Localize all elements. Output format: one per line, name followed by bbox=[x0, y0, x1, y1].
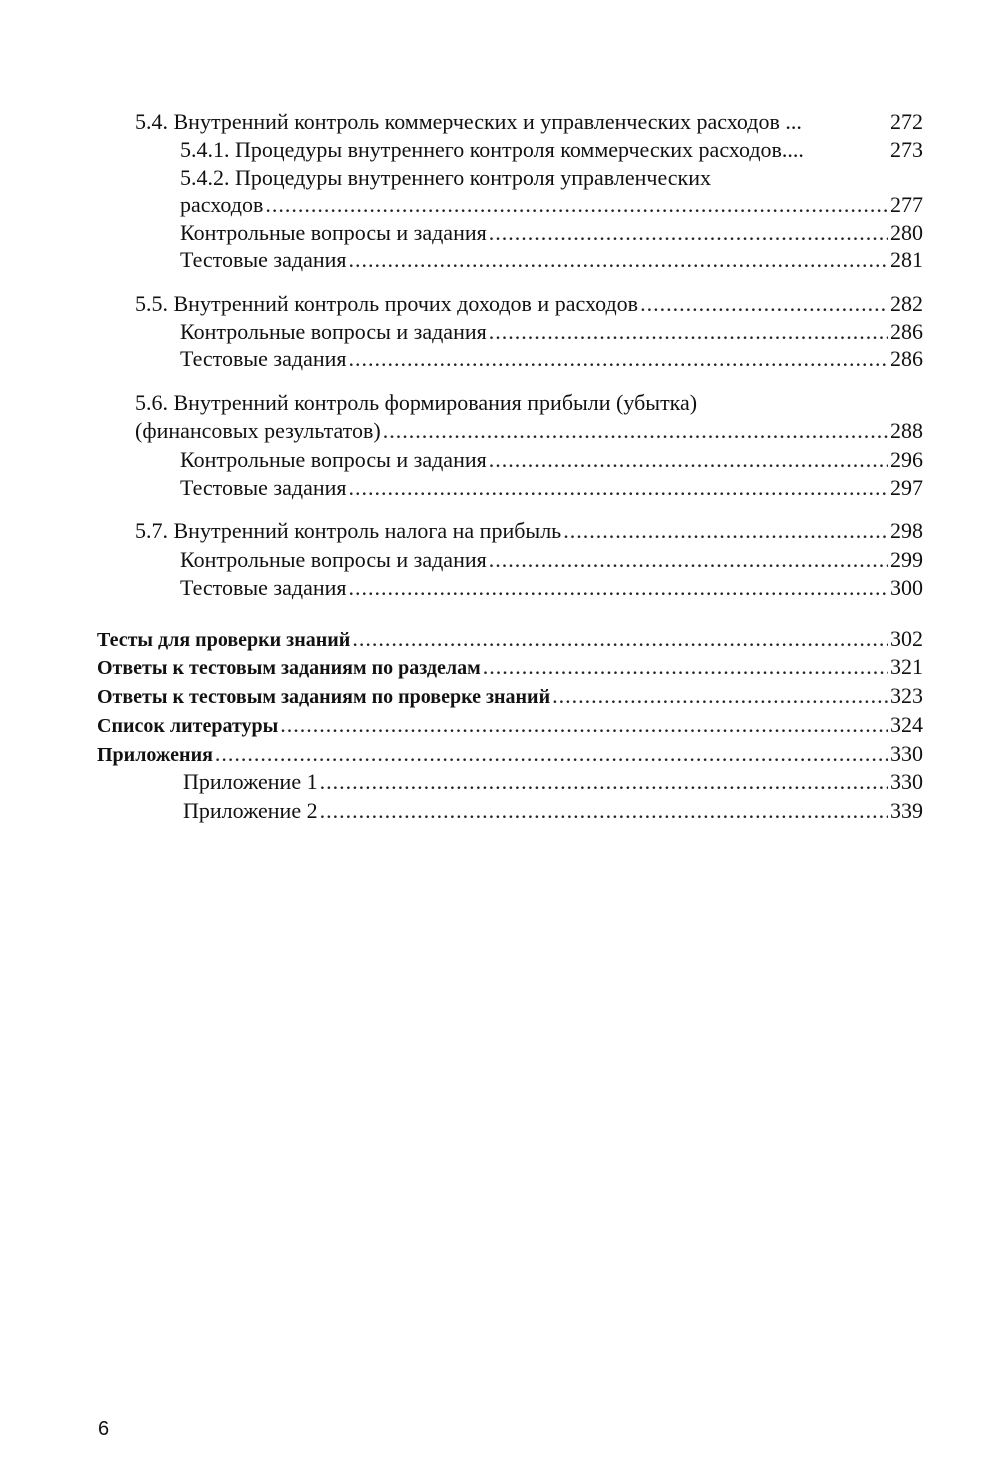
dot-leader bbox=[563, 517, 888, 545]
toc-entry-title: Приложение 1 bbox=[183, 769, 318, 794]
toc-entry[interactable] bbox=[180, 136, 923, 164]
toc-entry[interactable] bbox=[97, 653, 923, 682]
toc-entry-title: 5.5. Внутренний контроль прочих доходов и расходов bbox=[135, 291, 639, 316]
toc-entry-title: Тестовые задания bbox=[180, 475, 347, 500]
toc-entry-title: 5.4. Внутренний контроль коммерческих и управленческих расходов ... bbox=[135, 109, 802, 134]
dot-leader bbox=[215, 740, 888, 768]
toc-entry-title: Ответы к тестовым заданиям по проверке знаний bbox=[97, 686, 551, 708]
dot-leader bbox=[352, 625, 888, 653]
toc-entry[interactable] bbox=[180, 574, 923, 602]
toc-entry[interactable] bbox=[180, 191, 923, 219]
toc-entry[interactable] bbox=[183, 797, 923, 825]
dot-leader bbox=[349, 474, 888, 502]
toc-entry[interactable] bbox=[135, 108, 923, 136]
toc-entry[interactable] bbox=[135, 290, 923, 318]
toc-entry[interactable] bbox=[180, 345, 923, 373]
toc-entry[interactable] bbox=[180, 219, 923, 247]
toc-entry-title: 5.7. Внутренний контроль налога на прибыль bbox=[135, 518, 562, 543]
toc-entry[interactable] bbox=[183, 768, 923, 796]
toc-entry-page: 330 bbox=[890, 741, 923, 766]
toc-entry-title-line: 5.4.2. Процедуры внутреннего контроля управленческих bbox=[180, 165, 711, 190]
toc-entry-page: 324 bbox=[890, 712, 923, 737]
dot-leader bbox=[552, 682, 888, 710]
toc-entry[interactable] bbox=[180, 546, 923, 574]
toc-entry-page: 297 bbox=[890, 475, 923, 500]
toc-entry[interactable] bbox=[97, 682, 923, 711]
toc-entry-title: Ответы к тестовым заданиям по разделам bbox=[97, 657, 481, 679]
toc-entry-page: 298 bbox=[890, 518, 923, 543]
dot-leader bbox=[349, 345, 888, 373]
page-number: 6 bbox=[98, 1418, 110, 1440]
toc-entry[interactable] bbox=[97, 711, 923, 740]
dot-leader bbox=[483, 653, 888, 681]
dot-leader bbox=[320, 768, 888, 796]
dot-leader bbox=[489, 546, 888, 574]
toc-entry-title: Приложения bbox=[97, 744, 213, 766]
toc-entry-title: Контрольные вопросы и задания bbox=[180, 447, 487, 472]
toc-entry-page: 296 bbox=[890, 447, 923, 472]
toc-entry-title: Контрольные вопросы и задания bbox=[180, 319, 487, 344]
dot-leader bbox=[349, 574, 888, 602]
toc-entry[interactable] bbox=[97, 740, 923, 769]
dot-leader bbox=[489, 219, 888, 247]
toc-entry[interactable] bbox=[180, 474, 923, 502]
toc-entry[interactable] bbox=[135, 417, 923, 445]
toc-entry-title: Приложение 2 bbox=[183, 798, 318, 823]
toc-entry-title: Контрольные вопросы и задания bbox=[180, 220, 487, 245]
toc-entry[interactable] bbox=[180, 318, 923, 346]
toc-entry-page: 286 bbox=[890, 319, 923, 344]
toc-entry-title: Тестовые задания bbox=[180, 575, 347, 600]
dot-leader bbox=[349, 246, 888, 274]
toc-entry-title: Контрольные вопросы и задания bbox=[180, 547, 487, 572]
toc-entry-title-line: 5.6. Внутренний контроль формирования прибыли (убытка) bbox=[135, 390, 698, 415]
toc-entry-page: 273 bbox=[890, 137, 923, 162]
toc-entry-page: 286 bbox=[890, 346, 923, 371]
toc-entry-page: 272 bbox=[890, 109, 923, 134]
toc-entry[interactable] bbox=[135, 517, 923, 545]
toc-entry-page: 339 bbox=[890, 798, 923, 823]
toc-entry-page: 323 bbox=[890, 683, 923, 708]
toc-entry[interactable] bbox=[97, 625, 923, 654]
toc-entry-title: Тесты для проверки знаний bbox=[97, 629, 351, 651]
dot-leader bbox=[489, 318, 888, 346]
toc-entry-page: 280 bbox=[890, 220, 923, 245]
toc-entry-title: Тестовые задания bbox=[180, 247, 347, 272]
dot-leader bbox=[489, 446, 888, 474]
toc-entry-page: 299 bbox=[890, 547, 923, 572]
toc-entry-page: 277 bbox=[890, 192, 923, 217]
toc-entry-page: 302 bbox=[890, 626, 923, 651]
toc-entry-title: (финансовых результатов) bbox=[135, 418, 381, 443]
toc-entry-page: 330 bbox=[890, 769, 923, 794]
toc-entry[interactable] bbox=[180, 246, 923, 274]
toc-entry-title: 5.4.1. Процедуры внутреннего контроля коммерческих расходов.... bbox=[180, 137, 804, 162]
toc-entry[interactable] bbox=[180, 446, 923, 474]
dot-leader bbox=[265, 191, 888, 219]
toc-entry-page: 288 bbox=[890, 418, 923, 443]
toc-entry-page: 281 bbox=[890, 247, 923, 272]
toc-entry-title: Тестовые задания bbox=[180, 346, 347, 371]
dot-leader bbox=[280, 711, 888, 739]
dot-leader bbox=[320, 797, 888, 825]
toc-entry-page: 321 bbox=[890, 654, 923, 679]
dot-leader bbox=[640, 290, 888, 318]
toc-entry-page: 282 bbox=[890, 291, 923, 316]
dot-leader bbox=[383, 417, 888, 445]
toc-entry-title: Список литературы bbox=[97, 715, 279, 737]
toc-entry-page: 300 bbox=[890, 575, 923, 600]
toc-entry-title: расходов bbox=[180, 192, 264, 217]
